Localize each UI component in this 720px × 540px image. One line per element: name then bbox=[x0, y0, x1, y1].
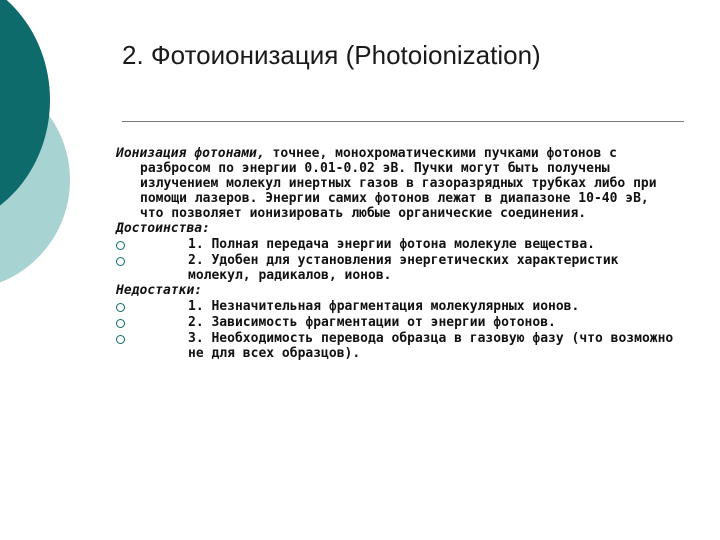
intro-paragraph bbox=[116, 146, 676, 221]
disadvantage-text: 2. Зависимость фрагментации от энергии фотонов. bbox=[188, 315, 556, 330]
hollow-circle-bullet-icon bbox=[116, 319, 125, 328]
hollow-circle-bullet-icon bbox=[116, 257, 125, 266]
hollow-circle-bullet-icon bbox=[116, 241, 125, 250]
disadvantage-item bbox=[116, 299, 676, 314]
disadvantages-heading: Недостатки: bbox=[116, 283, 203, 298]
advantage-item bbox=[116, 253, 676, 283]
disadvantage-item bbox=[116, 315, 676, 330]
advantage-text: 1. Полная передача энергии фотона молекуле вещества. bbox=[188, 237, 595, 252]
hollow-circle-bullet-icon bbox=[116, 335, 125, 344]
disadvantage-text: 1. Незначительная фрагментация молекулярных ионов. bbox=[188, 299, 580, 314]
title-divider bbox=[122, 121, 684, 122]
intro-italic-lead: Ионизация фотонами, bbox=[116, 146, 265, 161]
advantage-item bbox=[116, 237, 676, 252]
disadvantage-item bbox=[116, 331, 676, 361]
disadvantage-text: 3. Необходимость перевода образца в газовую фазу (что возможно не для всех образцов). bbox=[188, 331, 674, 361]
slide-body bbox=[116, 146, 676, 361]
advantage-text: 2. Удобен для установления энергетических характеристик молекул, радикалов, ионов. bbox=[188, 253, 619, 283]
intro-text: точнее, монохроматическими пучками фотонов с разбросом по энергии 0.01-0.02 эВ. Пучки могут быть получены излучением молекул инертных газов в газоразрядных трубках либо при помощи лазеров. Энергии самих фотонов лежат в диапазоне 10-40 эВ, что позволяет ионизировать любые органические соединения. bbox=[140, 146, 657, 221]
slide-title: 2. Фотоионизация (Photoionization) bbox=[122, 40, 541, 70]
advantages-heading: Достоинства: bbox=[116, 221, 210, 236]
hollow-circle-bullet-icon bbox=[116, 303, 125, 312]
